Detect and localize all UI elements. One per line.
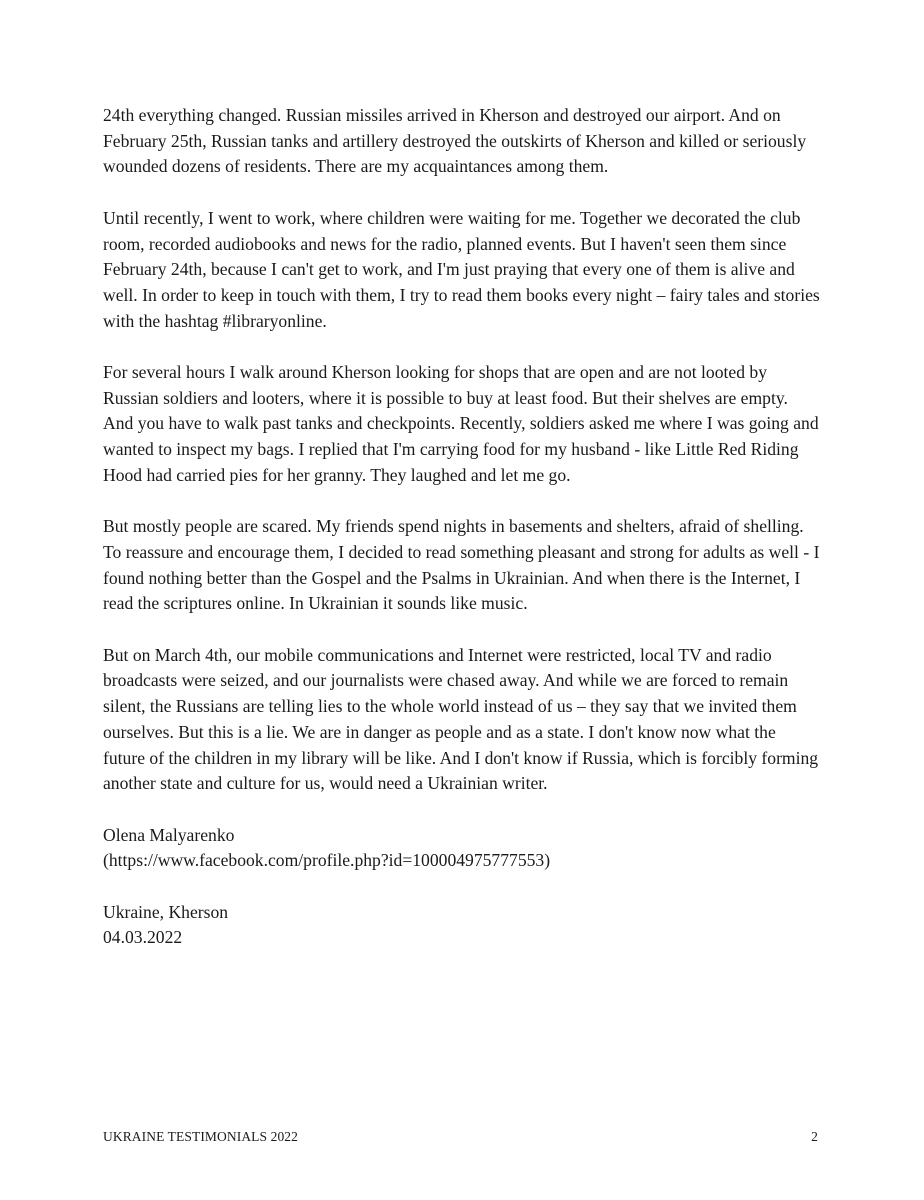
author-signature bbox=[103, 823, 821, 874]
paragraph: For several hours I walk around Kherson looking for shops that are open and are not looted by Russian soldiers and looters, where it is possible to buy at least food. But their shelves are empty. And you have to walk past tanks and checkpoints. Recently, soldiers asked me where I was going and wanted to inspect my bags. I replied that I'm carrying food for my husband - like Little Red Riding Hood had carried pies for her granny. They laughed and let me go. bbox=[103, 362, 819, 485]
date: 04.03.2022 bbox=[103, 927, 183, 948]
location-date bbox=[103, 900, 821, 951]
paragraph: But mostly people are scared. My friends spend nights in basements and shelters, afraid of shelling. To reassure and encourage them, I decided to read something pleasant and strong for adults as well - I found nothing better than the Gospel and the Psalms in Ukrainian. And when there is the Internet, I read the scriptures online. In Ukrainian it sounds like music. bbox=[103, 516, 820, 614]
paragraph: 24th everything changed. Russian missiles arrived in Kherson and destroyed our airport. And on February 25th, Russian tanks and artillery destroyed the outskirts of Kherson and killed or seriously wounded dozens of residents. There are my acquaintances among them. bbox=[103, 105, 807, 177]
page-number: 2 bbox=[811, 1129, 818, 1144]
location: Ukraine, Kherson bbox=[103, 901, 229, 922]
document-body bbox=[103, 103, 821, 977]
author-profile-link: (https://www.facebook.com/profile.php?id=100004975777553) bbox=[103, 850, 551, 871]
page-footer bbox=[103, 1128, 818, 1146]
paragraph: Until recently, I went to work, where children were waiting for me. Together we decorated the club room, recorded audiobooks and news for the radio, planned events. But I haven't seen them since February 24th, because I can't get to work, and I'm just praying that every one of them is alive and well. In order to keep in touch with them, I try to read them books every night – fairy tales and stories with the hashtag #libraryonline. bbox=[103, 207, 820, 331]
author-name: Olena Malyarenko bbox=[103, 824, 235, 845]
footer-title: UKRAINE TESTIMONIALS 2022 bbox=[103, 1129, 298, 1144]
paragraph: But on March 4th, our mobile communications and Internet were restricted, local TV and radio broadcasts were seized, and our journalists were chased away. And while we are forced to remain silent, the Russians are telling lies to the whole world instead of us – they say that we invited them ourselves. But this is a lie. We are in danger as people and as a state. I don't know now what the future of the children in my library will be like. And I don't know if Russia, which is forcibly forming another state and culture for us, would need a Ukrainian writer. bbox=[103, 644, 819, 794]
